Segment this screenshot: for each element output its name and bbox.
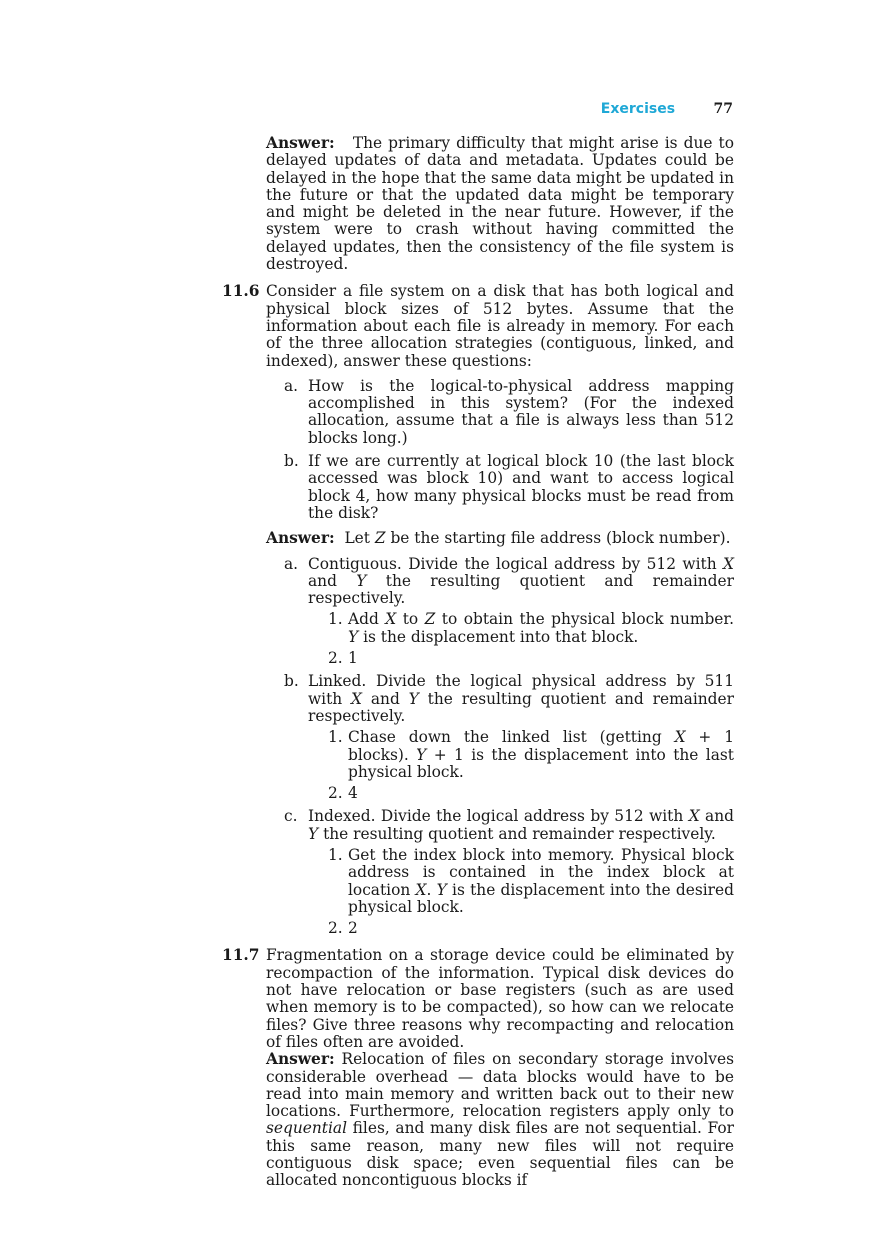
sub-item-label: 2.	[328, 919, 343, 938]
text: Linked. Divide the logical physical address by 511 with	[308, 672, 734, 708]
text: + 1 blocks).	[348, 728, 734, 764]
text: is the displacement into that block.	[358, 627, 639, 646]
answer-label: Answer:	[266, 134, 335, 152]
answer-text: be the starting file address (block number).	[385, 529, 731, 548]
text: and	[699, 807, 734, 826]
exercise-question: Consider a file system on a disk that has both logical and physical block sizes of 512 bytes. Assume that the information about each file is already in memory. For each of the three allocation strategies (contiguous, linked, and indexed), answer these questions:	[266, 282, 734, 370]
sub-item-text	[348, 729, 734, 781]
text: .	[426, 880, 437, 899]
math-var: Y	[408, 689, 419, 708]
answer-item-linked	[266, 673, 734, 802]
running-header	[540, 101, 733, 118]
item-label: a.	[284, 554, 299, 573]
text: Indexed. Divide the logical address by 512 with	[308, 807, 689, 826]
item-text	[308, 808, 734, 843]
math-var: X	[674, 728, 686, 747]
answer-item-contiguous	[266, 556, 734, 668]
sub-item	[308, 920, 734, 937]
exercise-answer	[266, 1051, 734, 1189]
math-var: Y	[416, 745, 427, 764]
page-number: 77	[713, 101, 733, 117]
math-var: X	[415, 880, 427, 899]
item-text: How is the logical-to-physical address mapping accomplished in this system? (For the indexed allocation, assume that a file is always less than 512 blocks long.)	[308, 376, 734, 447]
sub-item	[308, 611, 734, 646]
math-var: Z	[374, 529, 386, 548]
text: Contiguous. Divide the logical address by 512 with	[308, 554, 724, 573]
sub-item	[308, 729, 734, 781]
answer-label: Answer:	[266, 529, 335, 548]
question-item	[266, 378, 734, 447]
sub-list	[308, 847, 734, 937]
text: Get the index block into memory. Physical block address is contained in the index block at location	[348, 845, 734, 899]
sub-item	[308, 650, 734, 667]
sub-list	[308, 611, 734, 667]
answer-text: Let	[344, 529, 375, 548]
sub-item-text: 1	[348, 649, 358, 668]
previous-answer	[266, 135, 734, 273]
question-list	[266, 378, 734, 522]
item-label: a.	[284, 376, 299, 395]
text: and	[308, 571, 357, 590]
text: the resulting quotient and remainder respectively.	[308, 689, 734, 725]
text: + 1 is the displacement into the last physical block.	[348, 745, 734, 781]
exercise-11-6	[222, 283, 734, 369]
answer-label: Answer:	[266, 1050, 335, 1069]
text: Chase down the linked list (getting	[348, 728, 675, 747]
answer-item-indexed	[266, 808, 734, 937]
text: the resulting quotient and remainder respectively.	[308, 571, 734, 608]
item-text: If we are currently at logical block 10 (the last block accessed was block 10) and want to access logical block 4, how many physical blocks must be read from the disk?	[308, 452, 734, 522]
exercise-11-7	[222, 947, 734, 1189]
answer-text: Relocation of files on secondary storage involves considerable overhead — data blocks would have to be read into main memory and written back out to their new locations. Furthermore, relocation registers apply only to	[266, 1050, 734, 1121]
item-label: b.	[284, 452, 299, 471]
sub-item-label: 1.	[328, 728, 343, 747]
answer-text: files, and many disk files are not sequential. For this same reason, many new files will not require contiguous disk space; even sequential files can be allocated noncontiguous blocks if	[266, 1119, 734, 1190]
sub-item-label: 2.	[328, 784, 343, 803]
sub-item-text: 2	[348, 919, 358, 938]
item-text	[308, 673, 734, 725]
answer-text: The primary difficulty that might arise is due to delayed updates of data and metadata. Updates could be delayed in the hope that the same data might be updated in the future or that the updated data might be temporary and might be deleted in the near future. However, if the system were to crash without having committed the delayed updates, then the consistency of the file system is destroyed.	[266, 134, 734, 274]
emphasis: sequential	[266, 1119, 347, 1138]
math-var: Y	[436, 880, 447, 899]
header-section-title: Exercises	[600, 101, 676, 117]
sub-item-text	[348, 847, 734, 916]
item-label: c.	[284, 807, 298, 826]
sub-item-label: 1.	[328, 610, 343, 629]
item-label: b.	[284, 672, 299, 691]
sub-item	[308, 785, 734, 802]
exercise-number: 11.7	[222, 946, 260, 965]
sub-item-text: 4	[348, 784, 358, 803]
text: Add	[348, 610, 386, 629]
answer-list	[266, 556, 734, 938]
page-content	[222, 135, 734, 1190]
sub-item-label: 2.	[328, 649, 343, 668]
sub-item	[308, 847, 734, 916]
math-var: Y	[348, 627, 359, 646]
math-var: Z	[424, 610, 436, 629]
item-text	[308, 556, 734, 608]
text: the resulting quotient and remainder respectively.	[318, 824, 716, 843]
text: to obtain the physical block number.	[435, 610, 734, 629]
math-var: X	[723, 554, 734, 573]
math-var: Y	[356, 571, 367, 590]
text: and	[362, 689, 409, 708]
math-var: X	[688, 807, 700, 826]
sub-item-text	[348, 611, 734, 646]
question-item	[266, 453, 734, 522]
math-var: Y	[308, 824, 319, 843]
math-var: X	[351, 689, 363, 708]
exercise-question: Fragmentation on a storage device could be eliminated by recompaction of the information. Typical disk devices do not have relocation or base registers (such as are used when memory is to be compacted), so how can we relocate files? Give three reasons why recompacting and relocation of files often are avoided.	[266, 946, 734, 1051]
text: to	[396, 610, 425, 629]
exercise-number: 11.6	[222, 282, 260, 301]
sub-item-label: 1.	[328, 845, 343, 864]
sub-list	[308, 729, 734, 802]
answer-intro	[266, 530, 734, 547]
math-var: X	[385, 610, 397, 629]
text: is the displacement into the desired physical block.	[348, 880, 734, 916]
